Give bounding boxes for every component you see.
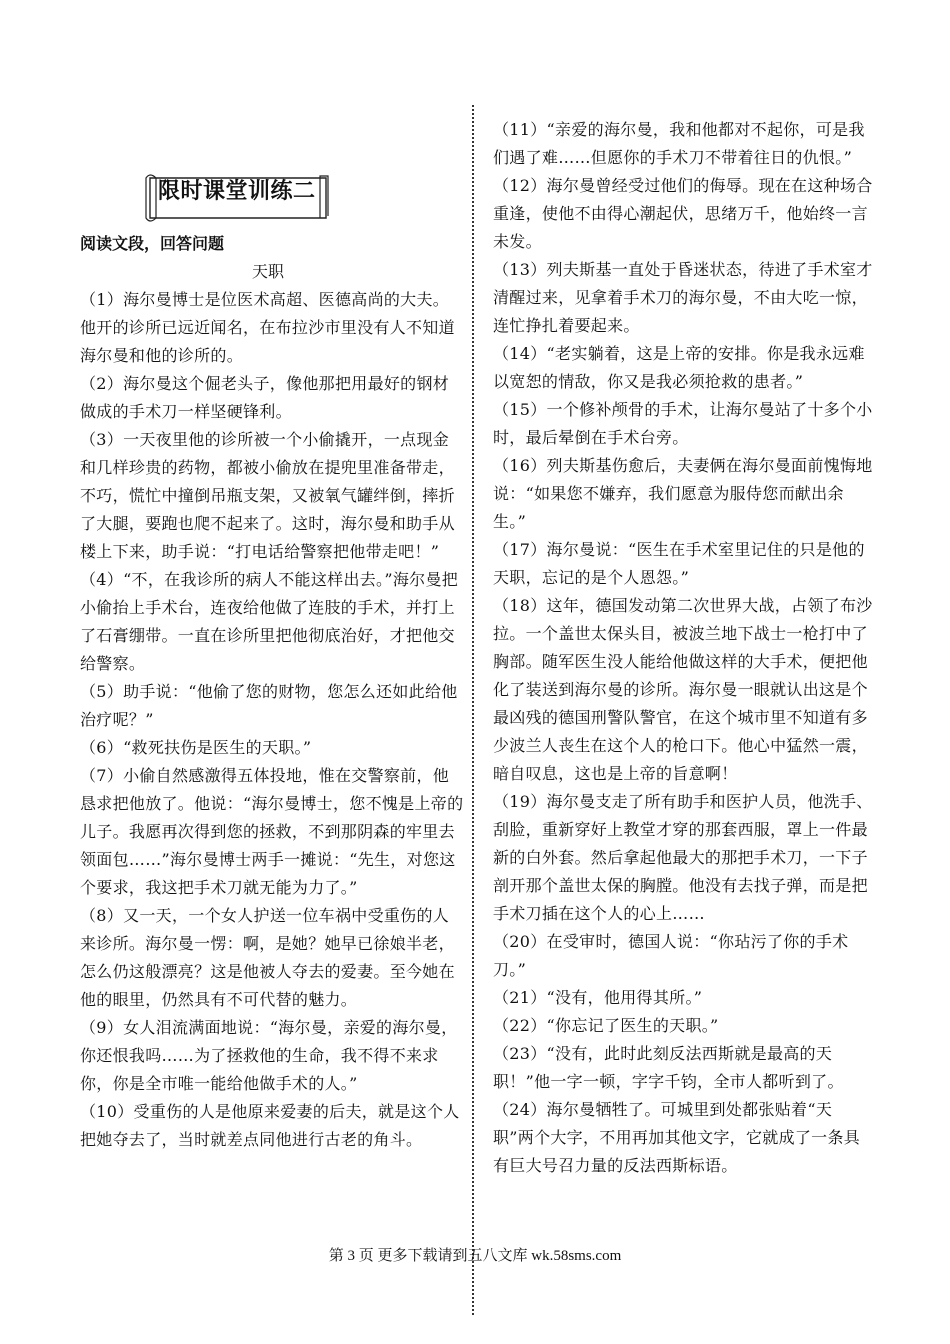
page-footer: 第 3 页 更多下载请到五八文库 wk.58sms.com: [328, 1248, 622, 1264]
paragraph-6: （6）“救死扶伤是医生的天职。”: [80, 738, 312, 757]
paragraph-21: （21）“没有，他用得其所。”: [493, 988, 703, 1007]
paragraph-20: （20）在受审时，德国人说：“你玷污了你的手术刀。”: [493, 932, 849, 979]
title-banner: [144, 170, 330, 224]
paragraph-8: （8）又一天，一个女人护送一位车祸中受重伤的人来诊所。海尔曼一愣：啊，是她？她早已徐娘半老，怎么仍这般漂亮？这是他被人夺去的爱妻。至今她在他的眼里，仍然具有不可代替的魅力。: [80, 906, 455, 1009]
paragraph-14: （14）“老实躺着，这是上帝的安排。你是我永远难以宽恕的情敌，你又是我必须抢救的患者。”: [493, 344, 865, 391]
paragraph-7: （7）小偷自然感激得五体投地，惟在交警察前，他恳求把他放了。他说：“海尔曼博士，您不愧是上帝的儿子。我愿再次得到您的拯救，不到那阴森的牢里去领面包……”海尔曼博士两手一摊说：“先生，对您这个要求，我这把手术刀就无能为力了。”: [80, 766, 464, 897]
paragraph-16: （16）列夫斯基伤愈后，夫妻俩在海尔曼面前愧悔地说：“如果您不嫌弃，我们愿意为服侍您而献出余生。”: [493, 456, 873, 531]
paragraph-5: （5）助手说：“他偷了您的财物，您怎么还如此给他治疗呢？”: [80, 682, 458, 729]
paragraph-3: （3）一天夜里他的诊所被一个小偷撬开，一点现金和几样珍贵的药物，都被小偷放在提兜里准备带走，不巧，慌忙中撞倒吊瓶支架，又被氧气罐绊倒，摔折了大腿，要跑也爬不起来了。这时，海尔曼和助手从楼上下来，助手说：“打电话给警察把他带走吧！”: [80, 430, 455, 561]
banner-title: 限时课堂训练二: [158, 179, 316, 204]
paragraph-15: （15）一个修补颅骨的手术，让海尔曼站了十多个小时，最后晕倒在手术台旁。: [493, 400, 873, 447]
paragraph-13: （13）列夫斯基一直处于昏迷状态，待进了手术室才清醒过来，见拿着手术刀的海尔曼，不由大吃一惊，连忙挣扎着要起来。: [493, 260, 873, 335]
paragraph-1: （1）海尔曼博士是位医术高超、医德高尚的大夫。他开的诊所已远近闻名，在布拉沙市里没有人不知道海尔曼和他的诊所的。: [80, 290, 455, 365]
paragraph-24: （24）海尔曼牺牲了。可城里到处都张贴着“天职”两个大字，不用再加其他文字，它就成了一条具有巨大号召力量的反法西斯标语。: [493, 1100, 861, 1175]
paragraph-2: （2）海尔曼这个倔老头子，像他那把用最好的钢材做成的手术刀一样坚硬锋利。: [80, 374, 450, 421]
paragraph-11: （11）“亲爱的海尔曼，我和他都对不起你，可是我们遇了难……但愿你的手术刀不带着往日的仇恨。”: [493, 120, 865, 167]
paragraph-19: （19）海尔曼支走了所有助手和医护人员，他洗手、刮脸，重新穿好上教堂才穿的那套西服，罩上一件最新的白外套。然后拿起他最大的那把手术刀，一下子剖开那个盖世太保的胸膛。他没有去找子弹，而是把手术刀插在这个人的心上……: [493, 792, 873, 923]
paragraph-17: （17）海尔曼说：“医生在手术室里记住的只是他的天职，忘记的是个人恩怨。”: [493, 540, 865, 587]
instruction-heading: 阅读文段，回答问题: [80, 234, 225, 253]
paragraph-12: （12）海尔曼曾经受过他们的侮辱。现在在这种场合重逢，使他不由得心潮起伏，思绪万千，他始终一言未发。: [493, 176, 873, 251]
paragraph-10: （10）受重伤的人是他原来爱妻的后夫，就是这个人把她夺去了，当时就差点同他进行古老的角斗。: [80, 1102, 460, 1149]
paragraph-23: （23）“没有，此时此刻反法西斯就是最高的天职！”他一字一顿，字字千钧，全市人都听到了。: [493, 1044, 844, 1091]
right-column: [493, 116, 873, 1180]
paragraph-9: （9）女人泪流满面地说：“海尔曼，亲爱的海尔曼，你还恨我吗……为了拯救他的生命，我不得不来求你，你是全市唯一能给他做手术的人。”: [80, 1018, 458, 1093]
paragraph-4: （4）“不，在我诊所的病人不能这样出去。”海尔曼把小偷抬上手术台，连夜给他做了连肢的手术，并打上了石膏绷带。一直在诊所里把他彻底治好，才把他交给警察。: [80, 570, 459, 673]
column-divider: [472, 105, 474, 1315]
story-title: 天职: [252, 262, 285, 281]
paragraph-22: （22）“你忘记了医生的天职。”: [493, 1016, 719, 1035]
paragraph-18: （18）这年，德国发动第二次世界大战，占领了布沙拉。一个盖世太保头目，被波兰地下战士一枪打中了胸部。随军医生没人能给他做这样的大手术，便把他化了装送到海尔曼的诊所。海尔曼一眼就认出这是个最凶残的德国刑警队警官，在这个城市里不知道有多少波兰人丧生在这个人的枪口下。他心中猛然一震，暗自叹息，这也是上帝的旨意啊！: [493, 596, 873, 783]
left-column: [80, 286, 465, 1154]
